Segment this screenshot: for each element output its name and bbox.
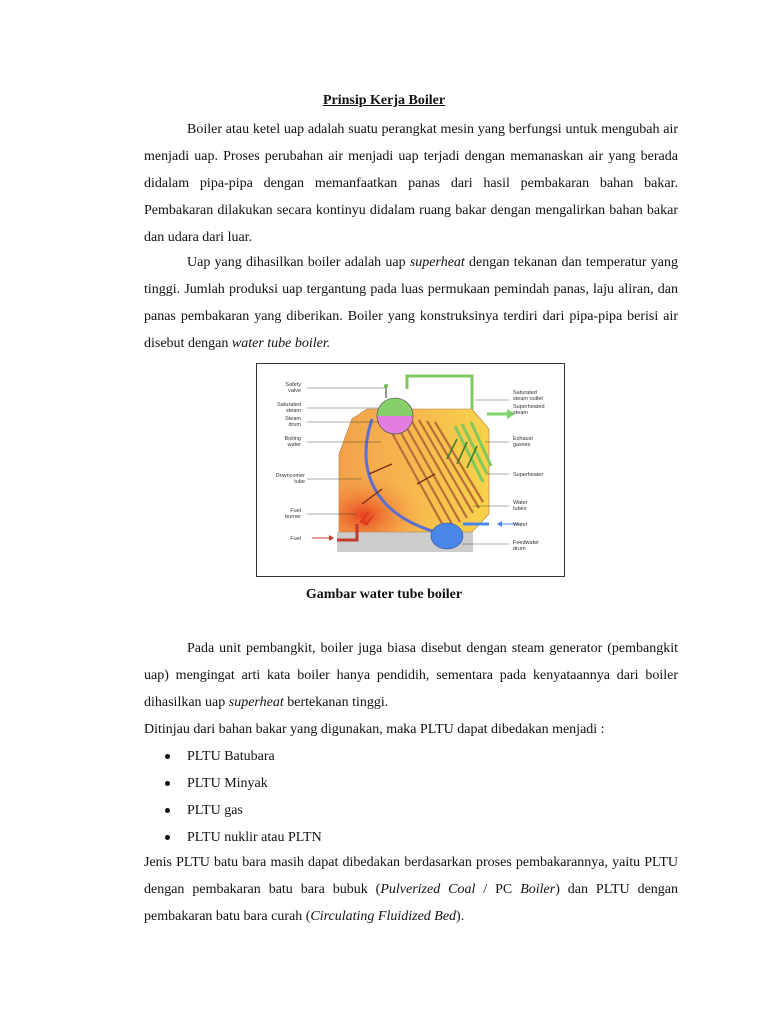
term-circulating-fluidized-bed: Circulating Fluidized Bed (310, 909, 457, 924)
water-tube-boiler-diagram (256, 363, 565, 577)
paragraph-3-text-c: bertekanan tinggi. (283, 695, 389, 710)
label-safety-valve-2: valve (288, 388, 301, 394)
label-exhaust-gasses: Exhaust (513, 436, 533, 442)
list-item-label: PLTU gas (187, 803, 243, 818)
label-water-tubes-2: tubes (513, 506, 527, 512)
page-title: Prinsip Kerja Boiler (322, 93, 446, 108)
label-saturated-steam: Saturated (277, 402, 301, 408)
paragraph-3 (144, 635, 678, 716)
term-boiler: Boiler (520, 882, 556, 897)
list-item (144, 770, 322, 797)
label-downcomer-tube-2: tube (294, 479, 305, 485)
label-feedwater-drum-2: drum (513, 546, 526, 552)
label-water-tubes: Water (513, 500, 528, 506)
label-fuel-burner: Fuel (290, 508, 301, 514)
feedwater-drum (431, 523, 463, 549)
bullet-dot (165, 835, 170, 840)
list-item (144, 824, 322, 851)
paragraph-2-text-c: dengan tekanan dan temperatur yang tinggi. Jumlah produksi uap tergantung pada luas permukaan pemindah panas, laju aliran, dan panas pembakaran yang diberikan. Boiler yang konstruksinya terdiri dari pipa-pipa berisi air disebut dengan (144, 255, 678, 351)
label-superheated-steam-2: steam (513, 410, 528, 416)
paragraph-5 (144, 849, 678, 930)
term-superheat: superheat (409, 255, 465, 270)
label-safety-valve: Safety (285, 382, 301, 388)
term-superheat-2: superheat (228, 695, 284, 710)
paragraph-3-text-a: Pada unit pembangkit, boiler juga biasa disebut dengan steam generator (pembangkit uap) mengingat arti kata boiler hanya pendidih, sementara pada kenyataannya dari boiler dihasilkan uap (144, 641, 678, 710)
bullet-dot (165, 808, 170, 813)
label-boiling-water: Boiling (284, 436, 301, 442)
list-item-label: PLTU Minyak (187, 776, 268, 791)
list-item (144, 743, 322, 770)
label-fuel: Fuel (290, 536, 301, 542)
paragraph-2-text-a: Uap yang dihasilkan boiler adalah uap (187, 255, 410, 270)
bullet-dot (165, 754, 170, 759)
label-saturated-steam-2: steam (286, 408, 301, 414)
paragraph-4: Ditinjau dari bahan bakar yang digunakan, maka PLTU dapat dibedakan menjadi : (144, 722, 605, 737)
paragraph-5-text-a: Jenis PLTU batu bara masih dapat dibedakan berdasarkan proses pembakarannya, yaitu PLTU dengan pembakaran batu bara bubuk ( (144, 855, 678, 897)
pltu-type-list (144, 743, 322, 851)
paragraph-2 (144, 249, 678, 357)
label-fuel-burner-2: burner (285, 514, 301, 520)
label-boiling-water-2: water (287, 442, 301, 448)
term-pulverized-coal: Pulverized Coal (380, 882, 476, 897)
label-feedwater-drum: Feedwater (513, 540, 539, 546)
label-saturated-steam-outlet: Saturated (513, 390, 537, 396)
figure-caption: Gambar water tube boiler (305, 587, 463, 602)
paragraph-5-text-c: / PC (475, 882, 521, 897)
label-downcomer-tube: Downcomer (275, 473, 305, 479)
list-item (144, 797, 322, 824)
paragraph-1: Boiler atau ketel uap adalah suatu perangkat mesin yang berfungsi untuk mengubah air menjadi uap. Proses perubahan air menjadi uap terjadi dengan memanaskan air yang berada didalam pipa-pipa dengan memanfaatkan panas dari hasil pembakaran bahan bakar. Pembakaran dilakukan secara kontinyu didalam ruang bakar dengan mengalirkan bahan bakar dan udara dari luar. (144, 122, 678, 245)
label-superheated-steam: Superheated (513, 404, 545, 410)
term-water-tube-boiler: water tube boiler. (231, 336, 331, 351)
label-steam-drum: Steam (285, 416, 301, 422)
list-item-label: PLTU Batubara (187, 749, 275, 764)
label-superheater: Superheater (513, 472, 544, 478)
list-item-label: PLTU nuklir atau PLTN (187, 830, 322, 845)
paragraph-5-text-e: ) dan PLTU dengan pembakaran batu bara curah ( (144, 882, 678, 924)
label-steam-drum-2: drum (288, 422, 301, 428)
label-exhaust-gasses-2: gasses (513, 442, 531, 448)
bullet-dot (165, 781, 170, 786)
label-saturated-steam-outlet-2: steam outlet (513, 396, 543, 402)
label-water: Water (513, 522, 528, 528)
paragraph-5-text-g: ). (456, 909, 465, 924)
